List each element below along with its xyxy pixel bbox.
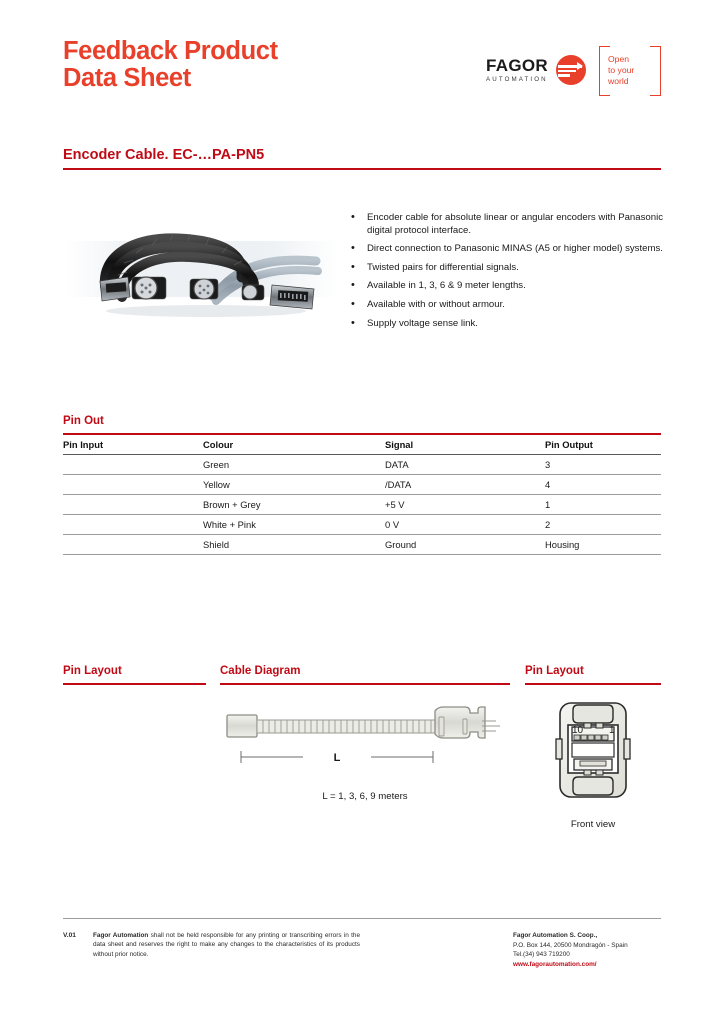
- product-heading-rule: [63, 168, 661, 170]
- page-title: [63, 38, 278, 92]
- page-header: [63, 38, 661, 108]
- cable-dimension-label: L: [333, 751, 340, 764]
- disclaimer-text: shall not be held responsible for any printing or transcribing errors in the data sheet and reserves the right to make any changes to the characteristics of its products without prior notice.: [93, 932, 360, 958]
- slogan-line3: world: [608, 76, 629, 86]
- logo-wordmark: [486, 57, 554, 84]
- cell-colour: Green: [203, 454, 385, 474]
- cell-pin-input: [63, 534, 203, 554]
- cable-diagram-drawing: [220, 699, 510, 779]
- list-item: • Twisted pairs for differential signals.: [345, 262, 663, 275]
- fagor-logo: [486, 44, 661, 96]
- table-row: [63, 534, 661, 554]
- cell-colour: Yellow: [203, 474, 385, 494]
- front-view-caption: Front view: [570, 818, 616, 830]
- pin-number-top-right: 1: [609, 724, 615, 736]
- cell-pin-input: [63, 474, 203, 494]
- cell-signal: Ground: [385, 534, 545, 554]
- contact-website-link[interactable]: www.fagorautomation.com/: [513, 960, 597, 968]
- footer-contact: [513, 931, 723, 969]
- pinout-table: [63, 435, 661, 555]
- feature-list: [345, 212, 663, 336]
- panel-title-pin-layout-left: Pin Layout: [63, 665, 122, 677]
- cell-signal: /DATA: [385, 474, 545, 494]
- table-row: [63, 494, 661, 514]
- product-heading: [63, 146, 661, 170]
- contact-address: P.O. Box 144, 20500 Mondragón - Spain: [513, 941, 628, 949]
- panel-rule-left: [63, 683, 206, 685]
- cable-diagram-caption: L = 1, 3, 6, 9 meters: [322, 790, 408, 802]
- cell-colour: White + Pink: [203, 514, 385, 534]
- logo-sub-text: AUTOMATION: [486, 75, 548, 83]
- column-header-colour: Colour: [203, 435, 385, 455]
- bottom-panels: [63, 664, 661, 844]
- page-footer: [63, 918, 661, 995]
- column-header-pin-output: Pin Output: [545, 435, 661, 455]
- panel-body-cable: [220, 699, 510, 802]
- contact-company: Fagor Automation S. Coop.,: [513, 932, 598, 939]
- table-header-row: [63, 435, 661, 455]
- cell-pin-output: Housing: [545, 534, 661, 554]
- panel-rule-right: [525, 683, 661, 685]
- encoder-cable-photo: [66, 205, 338, 325]
- cell-pin-input: [63, 514, 203, 534]
- footer-disclaimer: [63, 931, 360, 959]
- list-item: • Available in 1, 3, 6 & 9 meter lengths.: [345, 280, 663, 293]
- page-title-line2: Data Sheet: [63, 64, 191, 92]
- cell-signal: +5 V: [385, 494, 545, 514]
- pinout-section: [63, 414, 661, 555]
- panel-pin-layout-left: [63, 664, 206, 699]
- fagor-circle-mark-icon: [556, 55, 586, 85]
- column-header-signal: Signal: [385, 435, 545, 455]
- cell-signal: DATA: [385, 454, 545, 474]
- panel-rule-mid: [220, 683, 510, 685]
- slogan-line2: to your: [608, 65, 635, 75]
- logo-slogan-box: [599, 46, 661, 94]
- footer-rule: [63, 918, 661, 919]
- cell-pin-input: [63, 494, 203, 514]
- table-row: [63, 454, 661, 474]
- cell-pin-output: 4: [545, 474, 661, 494]
- disclaimer-company-name: Fagor Automation: [93, 932, 149, 939]
- slogan-line1: Open: [608, 54, 630, 64]
- page-title-line1: Feedback Product: [63, 37, 278, 65]
- list-item: • Available with or without armour.: [345, 299, 663, 312]
- list-item: • Direct connection to Panasonic MINAS (A5 or higher model) systems.: [345, 243, 663, 256]
- panel-title-pin-layout-right: Pin Layout: [525, 665, 584, 677]
- table-row: [63, 474, 661, 494]
- cell-pin-output: 3: [545, 454, 661, 474]
- cell-signal: 0 V: [385, 514, 545, 534]
- document-version: V.01: [63, 932, 76, 939]
- cell-colour: Brown + Grey: [203, 494, 385, 514]
- cell-pin-input: [63, 454, 203, 474]
- panel-cable-diagram: [220, 664, 510, 802]
- cell-pin-output: 1: [545, 494, 661, 514]
- logo-brand-text: FAGOR: [486, 55, 548, 75]
- cell-colour: Shield: [203, 534, 385, 554]
- pinout-title: Pin Out: [63, 415, 104, 427]
- panel-pin-layout-right: [525, 664, 661, 830]
- connector-front-view-drawing: [525, 699, 661, 809]
- panel-title-cable-diagram: Cable Diagram: [220, 665, 301, 677]
- list-item: • Supply voltage sense link.: [345, 318, 663, 331]
- table-row: [63, 514, 661, 534]
- contact-phone: Tel.(34) 943 719200: [513, 951, 570, 959]
- panel-body-right: [525, 699, 661, 830]
- pin-number-top-left: 10: [572, 724, 584, 736]
- cell-pin-output: 2: [545, 514, 661, 534]
- column-header-pin-input: Pin Input: [63, 435, 203, 455]
- product-heading-text: Encoder Cable. EC-…PA-PN5: [63, 147, 265, 163]
- list-item: • Encoder cable for absolute linear or angular encoders with Panasonic digital protocol interface.: [345, 212, 663, 237]
